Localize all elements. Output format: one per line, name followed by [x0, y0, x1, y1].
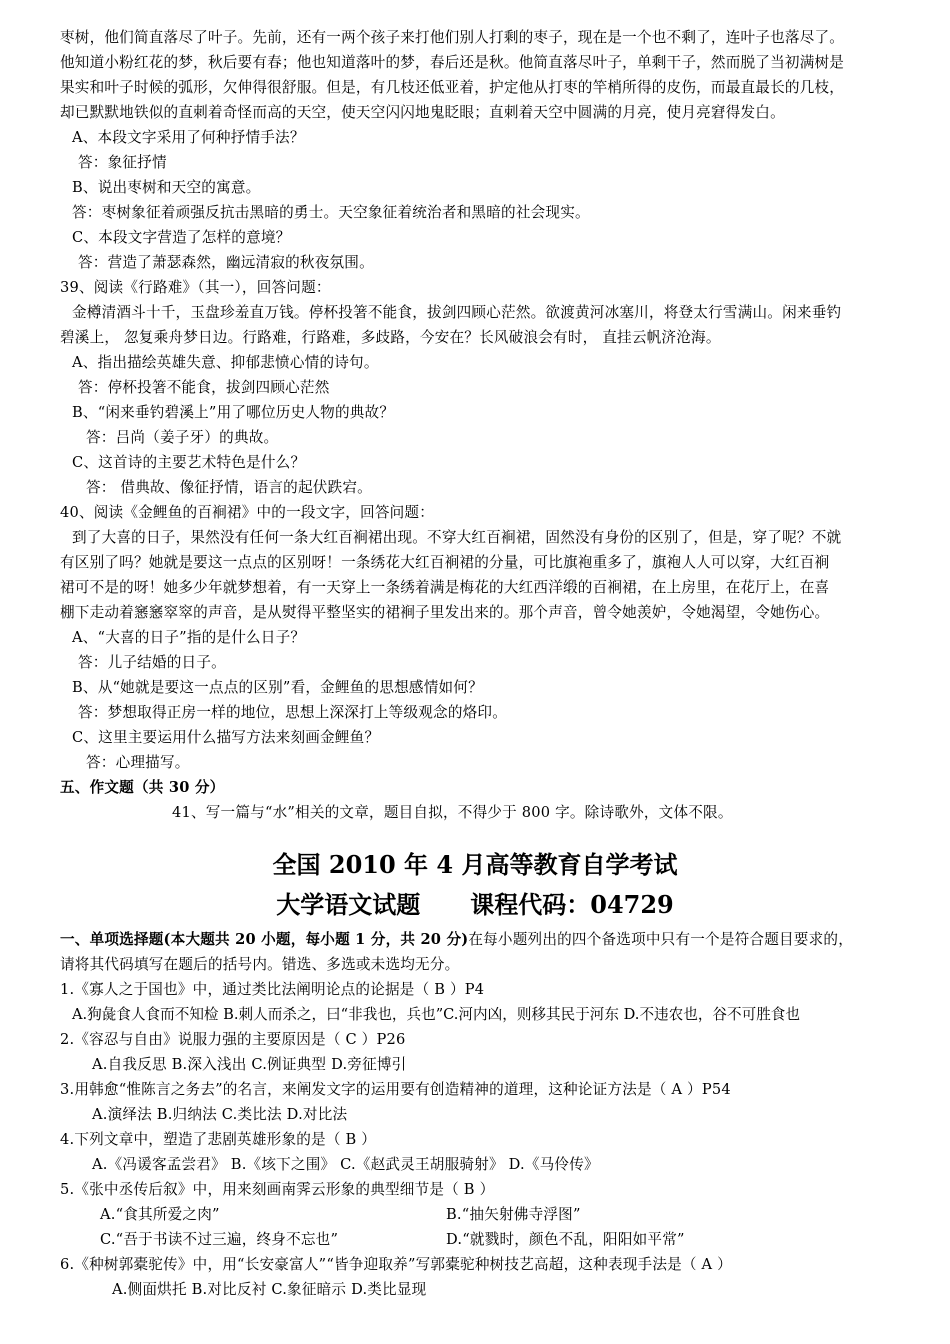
paragraph-line: 到了大喜的日子，果然没有任何一条大红百裥裙出现。不穿大红百裥裙，固然没有身份的区别了，但是，穿了呢？不就	[72, 529, 842, 546]
paragraph-line: 他知道小粉红花的梦，秋后要有春；他也知道落叶的梦，春后还是秋。他简直落尽叶子，单剩干子，然而脱了当初满树是	[60, 54, 845, 71]
answer-line: 答：停杯投箸不能食，拔剑四顾心茫然	[78, 379, 330, 396]
question-line: B、说出枣树和天空的寓意。	[72, 179, 261, 196]
option-item: A.“食其所爱之肉”	[100, 1206, 220, 1223]
question-item: 5.《张中丞传后叙》中，用来刻画南霁云形象的典型细节是（ B ）	[60, 1181, 495, 1198]
question-line: B、“闲来垂钓碧溪上”用了哪位历史人物的典故？	[72, 404, 395, 421]
question-line: B、从“她就是要这一点点的区别”看，金鲤鱼的思想感情如何？	[72, 679, 483, 696]
option-item: B.“抽矢射佛寺浮图”	[446, 1206, 581, 1223]
question-line: A、本段文字采用了何种抒情手法？	[72, 129, 305, 146]
question-line: C、这首诗的主要艺术特色是什么？	[72, 454, 306, 471]
option-item: C.“吾于书读不过三遍，终身不忘也”	[100, 1231, 339, 1248]
exam-subtitle	[0, 890, 950, 920]
question-line: C、本段文字营造了怎样的意境？	[72, 229, 291, 246]
course-code: 课程代码：04729	[470, 890, 674, 919]
subject-title: 大学语文试题	[276, 890, 421, 919]
paragraph-line: 有区别了吗？她就是要这一点点的区别呀！一条绣花大红百裥裙的分量，可比旗袍重多了，旗袍人人可以穿，大红百裥	[60, 554, 830, 571]
answer-line: 答： 借典故、像征抒情，语言的起伏跌宕。	[86, 479, 372, 496]
paragraph-line: 枣树，他们简直落尽了叶子。先前，还有一两个孩子来打他们别人打剩的枣子，现在是一个也不剩了，连叶子也落尽了。	[60, 29, 845, 46]
paragraph-line: 裙可不是的呀！她多少年就梦想着，有一天穿上一条绣着满是梅花的大红西洋缎的百裥裙，在上房里，在花厅上，在喜	[60, 579, 830, 596]
option-item: D.“就戮时，颜色不乱，阳阳如平常”	[446, 1231, 685, 1248]
answer-line: 答：吕尚（姜子牙）的典故。	[86, 429, 279, 446]
option-line: A.演绎法 B.归纳法 C.类比法 D.对比法	[92, 1106, 348, 1123]
paragraph-line: 果实和叶子时候的弧形，欠伸得很舒服。但是，有几枝还低亚着，护定他从打枣的竿梢所得的皮伤，而最直最长的几枝，	[60, 79, 845, 96]
question-line: A、指出描绘英雄失意、抑郁悲愤心情的诗句。	[72, 354, 379, 371]
poem-line: 碧溪上， 忽复乘舟梦日边。行路难，行路难，多歧路，今安在？长风破浪会有时， 直挂云帆济沧海。	[60, 329, 721, 346]
answer-line: 答：心理描写。	[86, 754, 190, 771]
section-instructions: 请将其代码填写在题后的括号内。错选、多选或未选均无分。	[60, 956, 460, 973]
question-item: 6.《种树郭橐驼传》中，用“长安豪富人”“皆争迎取养”写郭橐驼种树技艺高超，这种表现手法是（ A ）	[60, 1256, 732, 1273]
answer-line: 答：梦想取得正房一样的地位，思想上深深打上等级观念的烙印。	[78, 704, 508, 721]
exam-title: 全国 2010 年 4 月高等教育自学考试	[272, 850, 678, 879]
answer-line: 答：枣树象征着顽强反抗击黑暗的勇士。天空象征着统治者和黑暗的社会现实。	[72, 204, 590, 221]
section-instructions: 在每小题列出的四个备选项中只有一个是符合题目要求的，	[468, 931, 853, 948]
question-item: 1.《寡人之于国也》中，通过类比法阐明论点的论据是（ B ）P4	[60, 981, 485, 998]
answer-line: 答：象征抒情	[78, 154, 167, 171]
paragraph-line: 却已默默地铁似的直刺着奇怪而高的天空，使天空闪闪地鬼眨眼；直刺着天空中圆满的月亮，使月亮窘得发白。	[60, 104, 785, 121]
section-heading-line	[60, 928, 853, 953]
option-line: A.自我反思 B.深入浅出 C.例证典型 D.旁征博引	[92, 1056, 407, 1073]
question-heading: 39、阅读《行路难》（其一），回答问题：	[60, 279, 331, 296]
option-line: A.《冯谖客孟尝君》 B.《垓下之围》 C.《赵武灵王胡服骑射》 D.《马伶传》	[92, 1156, 599, 1173]
option-line: A.狗彘食人食而不知检 B.刺人而杀之，曰“非我也，兵也”C.河内凶，则移其民于河东 D.不违农也，谷不可胜食也	[72, 1006, 800, 1023]
answer-line: 答：儿子结婚的日子。	[78, 654, 226, 671]
question-item: 4.下列文章中，塑造了悲剧英雄形象的是（ B ）	[60, 1131, 377, 1148]
option-line: A.侧面烘托 B.对比反衬 C.象征暗示 D.类比显现	[112, 1281, 427, 1298]
question-line: C、这里主要运用什么描写方法来刻画金鲤鱼？	[72, 729, 380, 746]
question-line: A、“大喜的日子”指的是什么日子？	[72, 629, 306, 646]
question-item: 3.用韩愈“惟陈言之务去”的名言，来阐发文字的运用要有创造精神的道理，这种论证方法是（ A ）P54	[60, 1081, 731, 1098]
poem-line: 金樽清酒斗十千，玉盘珍羞直万钱。停杯投箸不能食，拔剑四顾心茫然。欲渡黄河冰塞川，将登太行雪满山。闲来垂钓	[72, 304, 842, 321]
answer-line: 答：营造了萧瑟森然，幽远清寂的秋夜氛围。	[78, 254, 374, 271]
question-item: 2.《容忍与自由》说服力强的主要原因是（ C ）P26	[60, 1031, 406, 1048]
section-heading: 五、作文题（共 30 分）	[60, 779, 225, 796]
paragraph-line: 棚下走动着窸窸窣窣的声音，是从熨得平整坚实的裙裥子里发出来的。那个声音，曾令她羡妒，令她渴望，令她伤心。	[60, 604, 830, 621]
essay-prompt: 41、写一篇与“水”相关的文章，题目自拟，不得少于 800 字。除诗歌外，文体不限。	[172, 804, 733, 821]
question-heading: 40、阅读《金鲤鱼的百裥裙》中的一段文字，回答问题：	[60, 504, 435, 521]
section-heading: 一、单项选择题(本大题共 20 小题，每小题 1 分，共 20 分)	[60, 931, 469, 948]
